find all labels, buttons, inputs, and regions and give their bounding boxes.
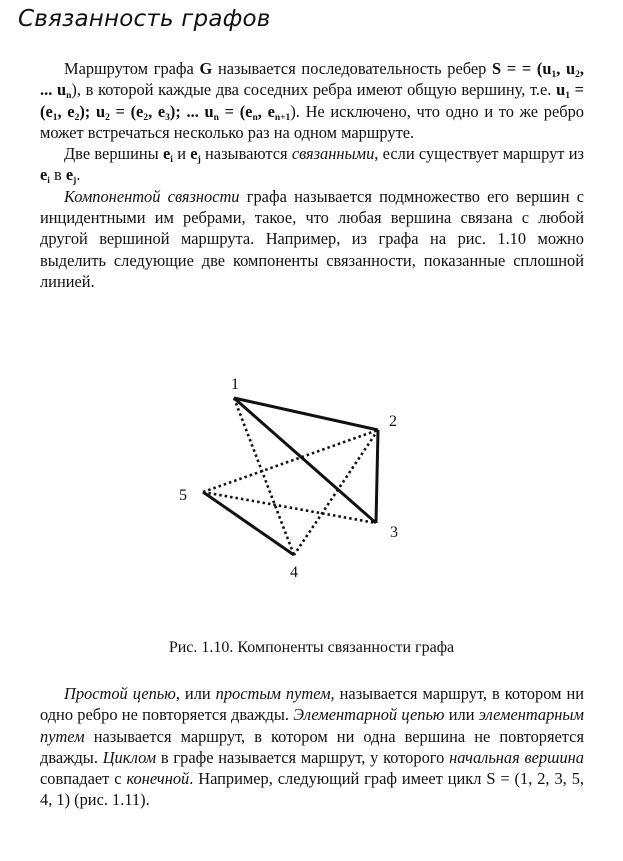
vertex-label-1: 1 bbox=[231, 376, 239, 393]
figure-caption: Рис. 1.10. Компоненты связанности графа bbox=[168, 639, 455, 656]
solid-edges bbox=[203, 398, 378, 555]
vertex-label-5: 5 bbox=[179, 487, 187, 504]
dotted-edges bbox=[203, 398, 378, 555]
edge-1-4 bbox=[234, 398, 294, 555]
edge-2-4 bbox=[294, 430, 378, 555]
route-definition: Маршрутом графа G называется последовательность ребер S = = ($u_1$, $u_2$, ... $u_n$), в которой каждые два соседних ребра имеют общую вершину, т.е. $u_1 = (e_1$, $e_2$); $u_2 = (e_2$, $e_3$); ... $u_n = (e_n$, $e_{n+1}$). Не исключено, что одно и то же ребро может встречаться несколько раз на одном маршруте. bbox=[40, 59, 584, 142]
edge-5-3 bbox=[203, 492, 376, 523]
graph-figure bbox=[0, 360, 623, 590]
connected-definition: Две вершины $e_i$ и $e_j$ называются связанными, если существует маршрут из $e_i$ в $e_j$. bbox=[40, 144, 584, 187]
paths-block bbox=[40, 683, 584, 811]
vertex-label-2: 2 bbox=[389, 413, 397, 430]
vertex-label-3: 3 bbox=[390, 524, 398, 541]
edge-2-3 bbox=[376, 430, 378, 523]
edge-5-2 bbox=[203, 430, 378, 492]
definitions-block bbox=[40, 58, 584, 292]
edge-1-3 bbox=[234, 398, 376, 523]
component-definition: Компонентой связности графа называется подмножество его вершин с инцидентными им ребрами, такое, что любая вершина связана с любой другой вершиной маршрута. Например, из графа на рис. 1.10 можно выделить следующие две компоненты связанности, показанные сплошной линией. bbox=[40, 186, 584, 291]
paths-definition: Простой цепью, или простым путем, называется маршрут, в котором ни одно ребро не повторяется дважды. Элементарной цепью или элементарным путем называется маршрут, в котором ни одна вершина не повторяется дважды. Циклом в графе называется маршрут, у которого начальная вершина совпадает с конечной. Например, следующий граф имеет цикл S = (1, 2, 3, 5, 4, 1) (рис. 1.11). bbox=[40, 684, 584, 810]
vertex-label-4: 4 bbox=[290, 564, 298, 581]
section-heading: Связанность графов bbox=[18, 6, 271, 32]
edge-1-2 bbox=[234, 398, 378, 430]
